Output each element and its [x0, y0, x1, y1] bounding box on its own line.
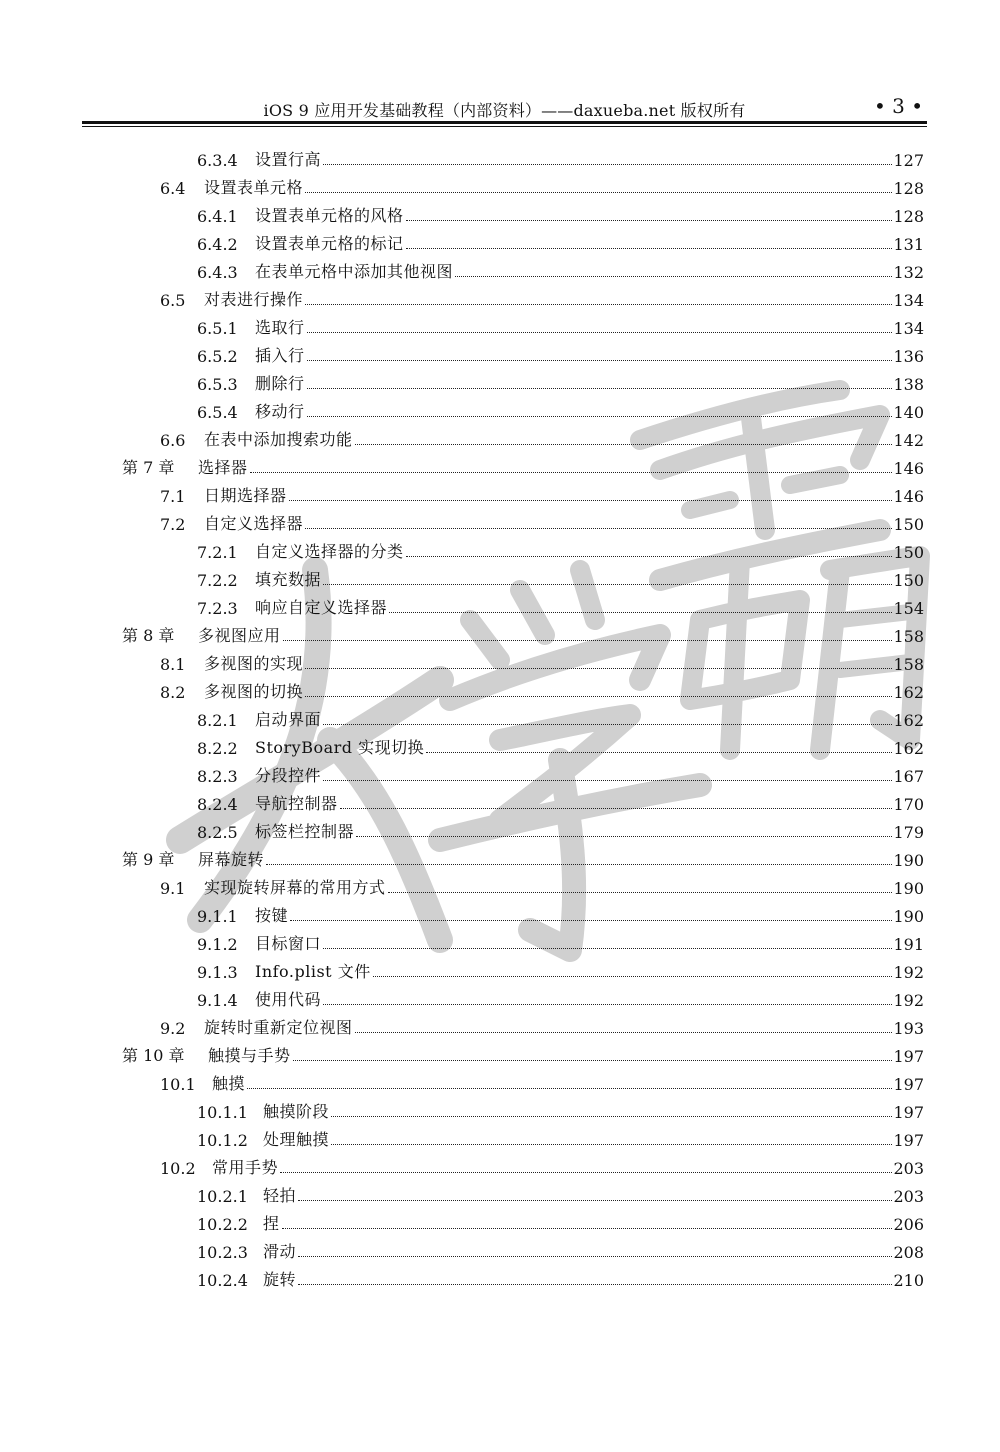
toc-entry-title: 设置表单元格的标记 — [255, 234, 404, 253]
toc-entry — [0, 226, 1000, 254]
toc-entry — [0, 534, 1000, 562]
toc-entry-title: 多视图应用 — [198, 626, 281, 645]
toc-entry-title: 多视图的实现 — [204, 654, 304, 673]
toc-dot-leader — [331, 1116, 892, 1117]
toc-entry-title: 多视图的切换 — [204, 682, 304, 701]
toc-dot-leader — [373, 976, 893, 977]
toc-entry-number: 8.1 — [160, 655, 186, 674]
toc-entry-title: 处理触摸 — [263, 1130, 330, 1149]
toc-entry-title: 目标窗口 — [255, 934, 322, 953]
toc-entry-page: 197 — [893, 1047, 924, 1066]
toc-dot-leader — [340, 808, 893, 809]
toc-dot-leader — [389, 612, 892, 613]
toc-dot-leader — [298, 1256, 892, 1257]
toc-entry-number: 第 7 章 — [122, 458, 175, 477]
toc-entry-page: 192 — [893, 963, 924, 982]
toc-entry-number: 6.3.4 — [197, 151, 238, 170]
toc-entry-number: 6.5.1 — [197, 319, 238, 338]
toc-entry-title: 轻拍 — [263, 1186, 297, 1205]
toc-entry — [0, 170, 1000, 198]
toc-entry-number: 9.1.4 — [197, 991, 238, 1010]
toc-entry-number: 10.2.2 — [197, 1215, 248, 1234]
toc-entry-number: 7.2.3 — [197, 599, 238, 618]
toc-entry-number: 9.1.3 — [197, 963, 238, 982]
toc-entry — [0, 898, 1000, 926]
toc-dot-leader — [293, 1060, 893, 1061]
toc-entry — [0, 366, 1000, 394]
toc-entry-page: 132 — [893, 263, 924, 282]
toc-entry-title: 导航控制器 — [255, 794, 338, 813]
toc-entry-number: 10.2 — [160, 1159, 196, 1178]
toc-dot-leader — [305, 668, 892, 669]
toc-entry — [0, 842, 1000, 870]
toc-entry-title: 触摸 — [212, 1074, 246, 1093]
toc-entry-title: 常用手势 — [212, 1158, 279, 1177]
toc-entry — [0, 1150, 1000, 1178]
toc-entry-page: 138 — [893, 375, 924, 394]
toc-entry — [0, 1066, 1000, 1094]
toc-entry-page: 208 — [893, 1243, 924, 1262]
toc-entry — [0, 1010, 1000, 1038]
toc-entry-page: 128 — [893, 207, 924, 226]
toc-entry-number: 8.2.4 — [197, 795, 238, 814]
toc-entry-title: 启动界面 — [255, 710, 322, 729]
toc-entry-page: 131 — [893, 235, 924, 254]
toc-dot-leader — [298, 1200, 892, 1201]
toc-entry — [0, 870, 1000, 898]
toc-entry-number: 6.5 — [160, 291, 186, 310]
toc-dot-leader — [298, 1284, 892, 1285]
toc-entry-title: 触摸与手势 — [208, 1046, 291, 1065]
toc-entry-title: 设置行高 — [255, 150, 322, 169]
toc-entry — [0, 282, 1000, 310]
toc-entry — [0, 814, 1000, 842]
toc-dot-leader — [290, 920, 892, 921]
toc-entry — [0, 142, 1000, 170]
toc-entry — [0, 310, 1000, 338]
toc-entry-page: 134 — [893, 291, 924, 310]
toc-entry-page: 179 — [893, 823, 924, 842]
toc-dot-leader — [266, 864, 892, 865]
toc-entry — [0, 478, 1000, 506]
toc-entry — [0, 1122, 1000, 1150]
toc-entry — [0, 926, 1000, 954]
toc-entry-page: 206 — [893, 1215, 924, 1234]
toc-entry — [0, 1206, 1000, 1234]
toc-dot-leader — [331, 1144, 892, 1145]
toc-dot-leader — [323, 724, 892, 725]
toc-dot-leader — [455, 276, 892, 277]
toc-entry-title: 插入行 — [255, 346, 305, 365]
toc-entry-page: 197 — [893, 1075, 924, 1094]
toc-entry-title: 对表进行操作 — [204, 290, 304, 309]
toc-entry-number: 8.2.5 — [197, 823, 238, 842]
toc-entry-title: 在表中添加搜索功能 — [204, 430, 353, 449]
toc-entry — [0, 954, 1000, 982]
toc-entry — [0, 758, 1000, 786]
toc-entry-number: 6.4 — [160, 179, 186, 198]
toc-entry-page: 162 — [893, 711, 924, 730]
toc-entry-page: 150 — [893, 515, 924, 534]
toc-entry-page: 127 — [893, 151, 924, 170]
toc-entry-page: 190 — [893, 907, 924, 926]
toc-dot-leader — [247, 1088, 892, 1089]
toc-entry-title: 填充数据 — [255, 570, 322, 589]
toc-entry-page: 197 — [893, 1103, 924, 1122]
toc-entry — [0, 394, 1000, 422]
toc-entry-title: 设置表单元格的风格 — [255, 206, 404, 225]
toc-entry — [0, 646, 1000, 674]
toc-entry-page: 158 — [893, 627, 924, 646]
toc-entry-number: 8.2.1 — [197, 711, 238, 730]
toc-dot-leader — [323, 164, 892, 165]
toc-entry — [0, 254, 1000, 282]
toc-entry-page: 128 — [893, 179, 924, 198]
toc-dot-leader — [280, 1172, 892, 1173]
toc-entry-title: 自定义选择器 — [204, 514, 304, 533]
toc-entry-title: 使用代码 — [255, 990, 322, 1009]
toc-entry — [0, 674, 1000, 702]
toc-dot-leader — [307, 360, 893, 361]
toc-dot-leader — [305, 192, 892, 193]
toc-entry-title: 旋转 — [263, 1270, 297, 1289]
toc-dot-leader — [355, 444, 893, 445]
toc-dot-leader — [282, 1228, 893, 1229]
toc-entry — [0, 702, 1000, 730]
toc-entry-number: 第 8 章 — [122, 626, 175, 645]
toc-entry-number: 9.2 — [160, 1019, 186, 1038]
toc-entry-page: 203 — [893, 1187, 924, 1206]
toc-entry-page: 140 — [893, 403, 924, 422]
toc-dot-leader — [307, 416, 893, 417]
toc-entry-page: 192 — [893, 991, 924, 1010]
toc-dot-leader — [323, 780, 892, 781]
toc-entry-page: 134 — [893, 319, 924, 338]
toc-entry-number: 6.4.3 — [197, 263, 238, 282]
toc-entry — [0, 1262, 1000, 1290]
toc-entry — [0, 338, 1000, 366]
toc-entry-number: 10.2.1 — [197, 1187, 248, 1206]
toc-entry — [0, 590, 1000, 618]
page-number: • 3 • — [873, 94, 923, 118]
toc-entry-number: 6.5.2 — [197, 347, 238, 366]
toc-entry-title: 触摸阶段 — [263, 1102, 330, 1121]
toc-entry — [0, 1038, 1000, 1066]
toc-entry-page: 170 — [893, 795, 924, 814]
toc-entry-title: 分段控件 — [255, 766, 322, 785]
toc-entry-page: 146 — [893, 487, 924, 506]
toc-dot-leader — [305, 528, 892, 529]
toc-entry — [0, 618, 1000, 646]
toc-entry-page: 162 — [893, 683, 924, 702]
toc-entry-number: 10.2.3 — [197, 1243, 248, 1262]
toc-entry-page: 203 — [893, 1159, 924, 1178]
toc-entry — [0, 198, 1000, 226]
toc-entry-number: 9.1 — [160, 879, 186, 898]
toc-entry-page: 190 — [893, 851, 924, 870]
toc-dot-leader — [426, 752, 892, 753]
table-of-contents — [0, 142, 1000, 1290]
toc-dot-leader — [323, 948, 892, 949]
toc-entry-title: 移动行 — [255, 402, 305, 421]
toc-entry-number: 6.4.2 — [197, 235, 238, 254]
toc-entry — [0, 562, 1000, 590]
toc-entry-title: 屏幕旋转 — [198, 850, 265, 869]
toc-entry-title: 选择器 — [198, 458, 248, 477]
toc-dot-leader — [406, 556, 893, 557]
toc-entry-number: 8.2 — [160, 683, 186, 702]
toc-entry — [0, 982, 1000, 1010]
toc-entry-number: 9.1.2 — [197, 935, 238, 954]
toc-entry-page: 154 — [893, 599, 924, 618]
toc-entry-title: 实现旋转屏幕的常用方式 — [204, 878, 386, 897]
toc-dot-leader — [323, 1004, 892, 1005]
toc-entry-title: StoryBoard 实现切换 — [255, 738, 425, 757]
toc-entry-number: 8.2.2 — [197, 739, 238, 758]
toc-entry — [0, 1234, 1000, 1262]
toc-entry-number: 10.1.2 — [197, 1131, 248, 1150]
toc-dot-leader — [307, 332, 893, 333]
toc-entry-page: 167 — [893, 767, 924, 786]
toc-dot-leader — [323, 584, 892, 585]
toc-entry-page: 162 — [893, 739, 924, 758]
toc-entry-title: 滑动 — [263, 1242, 297, 1261]
toc-entry-title: 标签栏控制器 — [255, 822, 355, 841]
toc-dot-leader — [283, 640, 893, 641]
toc-entry-page: 146 — [893, 459, 924, 478]
toc-entry-number: 9.1.1 — [197, 907, 238, 926]
toc-dot-leader — [355, 1032, 893, 1033]
toc-entry-title: 在表单元格中添加其他视图 — [255, 262, 454, 281]
toc-entry — [0, 1094, 1000, 1122]
toc-dot-leader — [406, 220, 893, 221]
toc-entry-number: 第 10 章 — [122, 1046, 185, 1065]
header-title: iOS 9 应用开发基础教程（内部资料）——daxueba.net 版权所有 — [263, 101, 746, 120]
toc-entry-number: 7.2.2 — [197, 571, 238, 590]
toc-entry-number: 6.5.3 — [197, 375, 238, 394]
toc-dot-leader — [356, 836, 892, 837]
toc-entry-title: Info.plist 文件 — [255, 962, 371, 981]
toc-entry-number: 7.2.1 — [197, 543, 238, 562]
toc-entry-title: 捏 — [263, 1214, 280, 1233]
header-rule-thick — [82, 121, 927, 124]
toc-entry-title: 删除行 — [255, 374, 305, 393]
toc-dot-leader — [289, 500, 893, 501]
toc-entry-number: 第 9 章 — [122, 850, 175, 869]
toc-entry-number: 10.2.4 — [197, 1271, 248, 1290]
toc-entry-title: 自定义选择器的分类 — [255, 542, 404, 561]
toc-entry-title: 选取行 — [255, 318, 305, 337]
toc-entry-page: 191 — [893, 935, 924, 954]
toc-entry-number: 10.1 — [160, 1075, 196, 1094]
toc-entry-number: 6.4.1 — [197, 207, 238, 226]
toc-entry-page: 158 — [893, 655, 924, 674]
toc-entry-page: 142 — [893, 431, 924, 450]
toc-entry — [0, 506, 1000, 534]
toc-entry-title: 日期选择器 — [204, 486, 287, 505]
toc-entry-title: 设置表单元格 — [204, 178, 304, 197]
toc-entry-title: 旋转时重新定位视图 — [204, 1018, 353, 1037]
toc-entry-number: 6.5.4 — [197, 403, 238, 422]
toc-entry-title: 响应自定义选择器 — [255, 598, 388, 617]
toc-dot-leader — [250, 472, 893, 473]
toc-entry-page: 190 — [893, 879, 924, 898]
toc-dot-leader — [388, 892, 893, 893]
toc-dot-leader — [406, 248, 893, 249]
toc-entry-page: 136 — [893, 347, 924, 366]
toc-entry-page: 197 — [893, 1131, 924, 1150]
toc-entry — [0, 450, 1000, 478]
toc-entry — [0, 730, 1000, 758]
toc-entry-page: 193 — [893, 1019, 924, 1038]
toc-entry-number: 10.1.1 — [197, 1103, 248, 1122]
toc-dot-leader — [307, 388, 893, 389]
toc-entry-number: 7.1 — [160, 487, 186, 506]
toc-entry — [0, 1178, 1000, 1206]
toc-entry-page: 210 — [893, 1271, 924, 1290]
toc-entry — [0, 422, 1000, 450]
toc-entry-page: 150 — [893, 571, 924, 590]
toc-dot-leader — [305, 304, 892, 305]
toc-entry-number: 7.2 — [160, 515, 186, 534]
toc-entry-title: 按键 — [255, 906, 289, 925]
toc-entry-number: 8.2.3 — [197, 767, 238, 786]
toc-entry-page: 150 — [893, 543, 924, 562]
toc-dot-leader — [305, 696, 892, 697]
running-header — [82, 92, 927, 124]
toc-entry-number: 6.6 — [160, 431, 186, 450]
toc-entry — [0, 786, 1000, 814]
header-rule-thin — [82, 126, 927, 127]
